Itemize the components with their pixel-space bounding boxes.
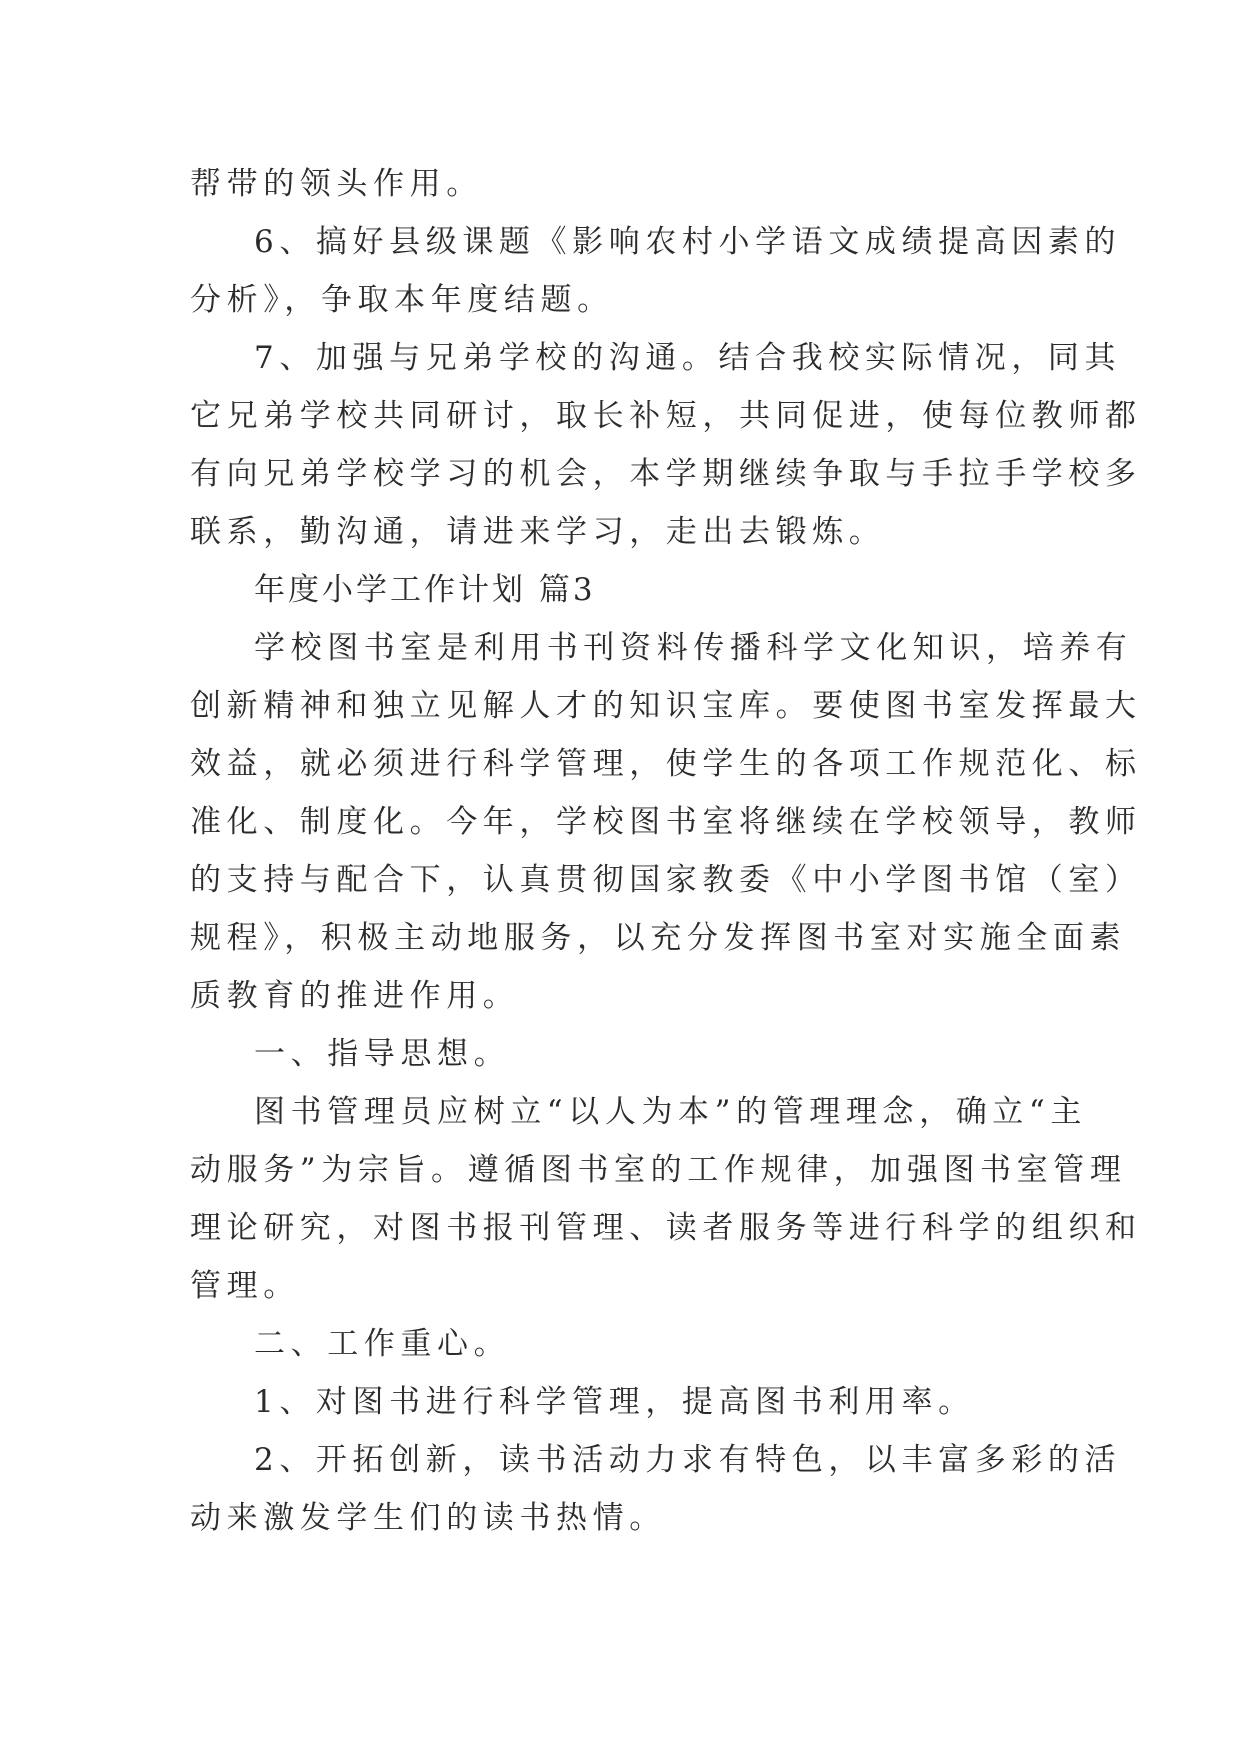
text-line: 准化、制度化。今年，学校图书室将继续在学校领导，教师 (190, 804, 1142, 840)
text-line: 效益，就必须进行科学管理，使学生的各项工作规范化、标 (190, 746, 1142, 782)
text-line: 分析》，争取本年度结题。 (190, 282, 614, 318)
section-heading: 年度小学工作计划 篇3 (254, 572, 596, 608)
text-line: 帮带的领头作用。 (190, 166, 483, 202)
text-line: 二、工作重心。 (254, 1326, 511, 1362)
text-line: 规程》，积极主动地服务，以充分发挥图书室对实施全面素 (190, 920, 1127, 956)
text-line: 6、搞好县级课题《影响农村小学语文成绩提高因素的 (254, 224, 1122, 260)
text-line: 动来激发学生们的读书热情。 (190, 1500, 666, 1536)
text-line: 管理。 (190, 1268, 300, 1304)
text-line: 2、开拓创新，读书活动力求有特色，以丰富多彩的活 (254, 1442, 1122, 1478)
text-line: 质教育的推进作用。 (190, 978, 520, 1014)
text-line: 创新精神和独立见解人才的知识宝库。要使图书室发挥最大 (190, 688, 1142, 724)
text-line: 有向兄弟学校学习的机会，本学期继续争取与手拉手学校多 (190, 456, 1142, 492)
text-line: 动服务”为宗旨。遵循图书室的工作规律，加强图书室管理 (190, 1152, 1127, 1188)
text-line: 1、对图书进行科学管理，提高图书利用率。 (254, 1384, 975, 1420)
text-line: 它兄弟学校共同研讨，取长补短，共同促进，使每位教师都 (190, 398, 1142, 434)
text-line: 一、指导思想。 (254, 1036, 511, 1072)
text-line: 联系，勤沟通，请进来学习，走出去锻炼。 (190, 514, 886, 550)
document-page (190, 155, 1142, 1547)
text-line: 7、加强与兄弟学校的沟通。结合我校实际情况，同其 (254, 340, 1122, 376)
text-line: 理论研究，对图书报刊管理、读者服务等进行科学的组织和 (190, 1210, 1142, 1246)
text-line: 学校图书室是利用书刊资料传播科学文化知识，培养有 (254, 630, 1133, 666)
text-line: 图书管理员应树立“以人为本”的管理理念，确立“主 (254, 1094, 1087, 1130)
text-line: 的支持与配合下，认真贯彻国家教委《中小学图书馆（室） (190, 862, 1142, 898)
